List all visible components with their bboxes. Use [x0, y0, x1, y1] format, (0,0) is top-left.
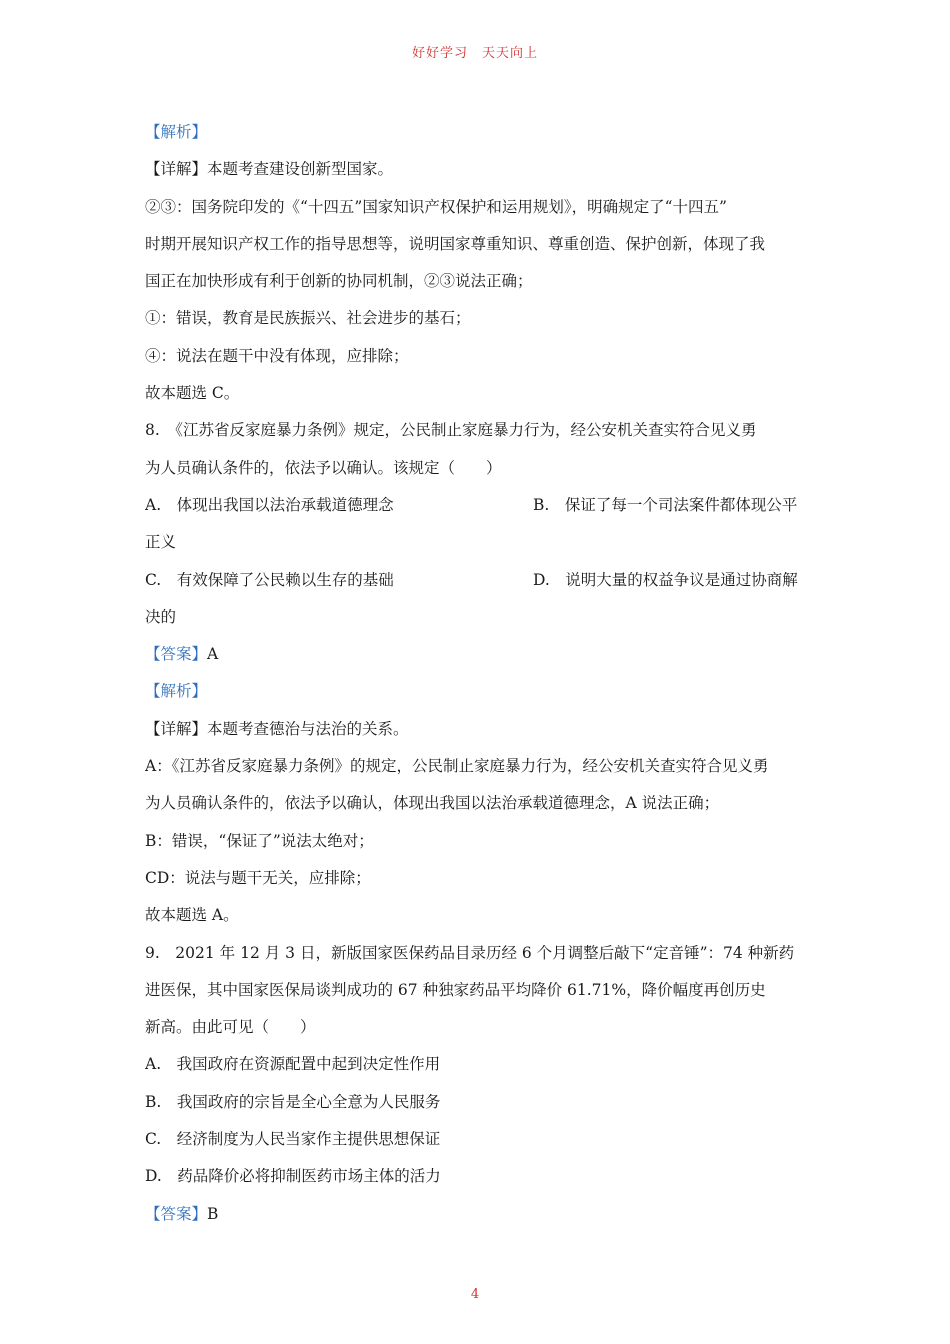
option-a: A. 体现出我国以法治承载道德理念	[145, 495, 394, 514]
question-8-options-cd	[145, 562, 813, 599]
answer-tag: 【答案】	[145, 645, 208, 664]
analysis-tag: 【解析】	[145, 682, 208, 701]
option-b-continued: 正义	[145, 533, 177, 552]
analysis-line: 国正在加快形成有利于创新的协同机制，②③说法正确；	[145, 272, 533, 291]
analysis-line: CD：说法与题干无关，应排除；	[145, 868, 371, 887]
page-number: 4	[470, 1287, 480, 1302]
option-d: D. 药品降价必将抑制医药市场主体的活力	[145, 1167, 441, 1186]
answer-line	[145, 636, 813, 673]
analysis-line: B：错误，“保证了”说法太绝对；	[145, 831, 374, 850]
option-a: A. 我国政府在资源配置中起到决定性作用	[145, 1055, 441, 1074]
answer-line	[145, 1196, 813, 1233]
analysis-line: 故本题选 C。	[145, 384, 240, 403]
question-9-stem: 进医保，其中国家医保局谈判成功的 67 种独家药品平均降价 61.71%，降价幅度再创历史	[145, 980, 766, 999]
analysis-line: A：《江苏省反家庭暴力条例》的规定，公民制止家庭暴力行为，经公安机关查实符合见义勇	[145, 757, 769, 776]
question-8-stem: 8. 《江苏省反家庭暴力条例》规定，公民制止家庭暴力行为，经公安机关查实符合见义勇	[145, 421, 757, 440]
analysis-line: 故本题选 A。	[145, 906, 239, 925]
option-d: D. 说明大量的权益争议是通过协商解	[533, 570, 798, 589]
document-body	[145, 114, 813, 1233]
detail-line	[145, 711, 813, 748]
option-b: B. 保证了每一个司法案件都体现公平	[533, 495, 798, 514]
option-c: C. 有效保障了公民赖以生存的基础	[145, 570, 394, 589]
question-9-stem: 9. 2021 年 12 月 3 日，新版国家医保药品目录历经 6 个月调整后敲下“定音锤”：74 种新药	[145, 943, 795, 962]
answer-value: A	[207, 645, 219, 664]
question-9-stem: 新高。由此可见（ ）	[145, 1018, 316, 1037]
option-d-continued: 决的	[145, 607, 177, 626]
answer-tag: 【答案】	[145, 1204, 208, 1223]
question-8-stem: 为人员确认条件的，依法予以确认。该规定（ ）	[145, 458, 502, 477]
detail-line	[145, 151, 813, 188]
analysis-tag: 【解析】	[145, 123, 208, 141]
analysis-line: ②③：国务院印发的《“十四五”国家知识产权保护和运用规划》，明确规定了“十四五”	[145, 197, 727, 216]
detail-text: 本题考查德治与法治的关系。	[207, 719, 409, 738]
analysis-line: 时期开展知识产权工作的指导思想等，说明国家尊重知识、尊重创造、保护创新，体现了我	[145, 234, 766, 253]
question-8-options-ab	[145, 487, 813, 524]
answer-value: B	[207, 1204, 219, 1223]
option-b: B. 我国政府的宗旨是全心全意为人民服务	[145, 1092, 441, 1111]
analysis-line: 为人员确认条件的，依法予以确认，体现出我国以法治承载道德理念，A 说法正确；	[145, 794, 720, 813]
option-c: C. 经济制度为人民当家作主提供思想保证	[145, 1130, 441, 1149]
detail-tag: 【详解】	[145, 719, 208, 738]
analysis-line: ④：说法在题干中没有体现，应排除；	[145, 346, 409, 365]
detail-tag: 【详解】	[145, 160, 208, 179]
analysis-line: ①：错误，教育是民族振兴、社会进步的基石；	[145, 309, 471, 328]
detail-text: 本题考查建设创新型国家。	[207, 160, 394, 179]
page-header: 好好学习 天天向上	[411, 46, 538, 61]
